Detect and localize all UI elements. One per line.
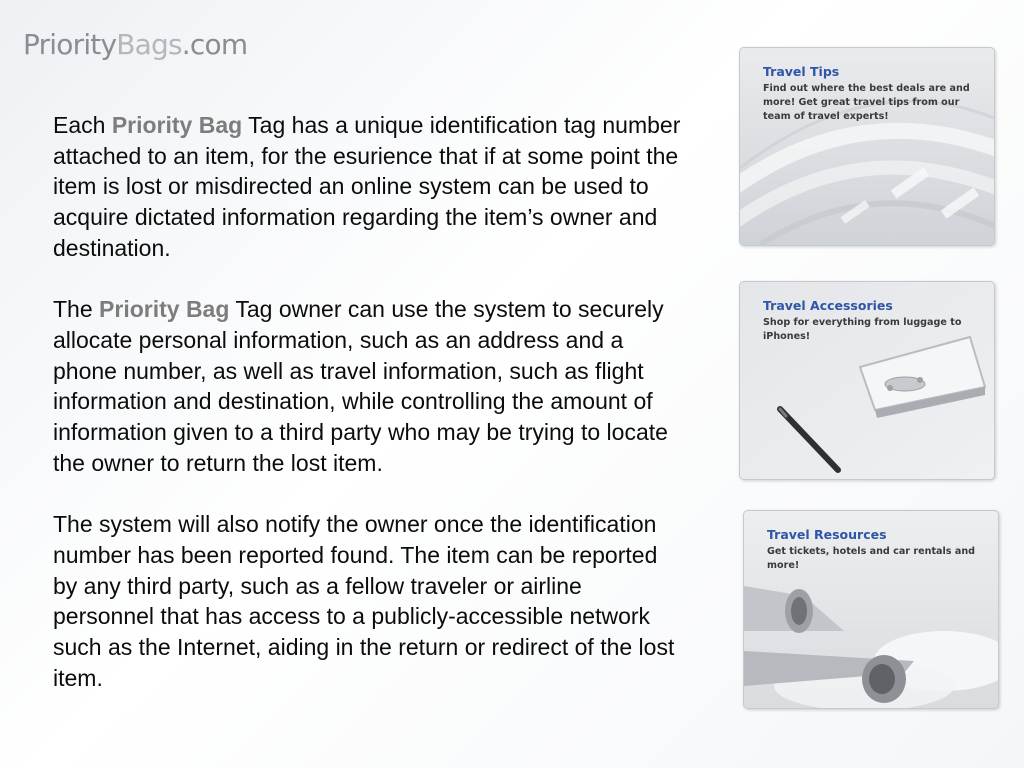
logo-text-domain: .com bbox=[181, 28, 248, 61]
travel-resources-card[interactable] bbox=[743, 510, 999, 709]
site-logo[interactable] bbox=[23, 28, 247, 61]
card-title: Travel Resources bbox=[767, 527, 887, 542]
paragraph-2: The Priority Bag Tag owner can use the system to securely allocate personal information, such as an address and a phone number, as well as travel information, such as flight information and destination, while controlling the amount of information given to a third party who may be trying to locate the owner to return the lost item. bbox=[53, 296, 668, 476]
travel-tips-card[interactable] bbox=[739, 47, 995, 246]
card-description: Get tickets, hotels and car rentals and more! bbox=[767, 546, 976, 571]
brand-highlight: Priority Bag bbox=[99, 296, 230, 323]
paragraph-3: The system will also notify the owner once the identification number has been reported found. The item can be reported by any third party, such as a fellow traveler or airline personnel that has access to a publicly-accessible network such as the Internet, aiding in the return or redirect of the lost item. bbox=[53, 511, 675, 691]
paragraph-1: Each Priority Bag Tag has a unique identification tag number attached to an item, for the esurience that if at some point the item is lost or misdirected an online system can be used to acquire dictated information regarding the item’s owner and destination. bbox=[53, 112, 681, 261]
card-title: Travel Accessories bbox=[763, 298, 893, 313]
card-title: Travel Tips bbox=[763, 64, 840, 79]
card-description: Find out where the best deals are and more! Get great travel tips from our team of travel experts! bbox=[763, 83, 970, 122]
card-description: Shop for everything from luggage to iPhones! bbox=[763, 317, 962, 342]
travel-accessories-card[interactable] bbox=[739, 281, 995, 480]
logo-text-bags: Bags bbox=[116, 28, 182, 61]
brand-highlight: Priority Bag bbox=[111, 112, 243, 138]
main-content bbox=[53, 110, 683, 724]
logo-text-priority: Priority bbox=[23, 28, 117, 61]
